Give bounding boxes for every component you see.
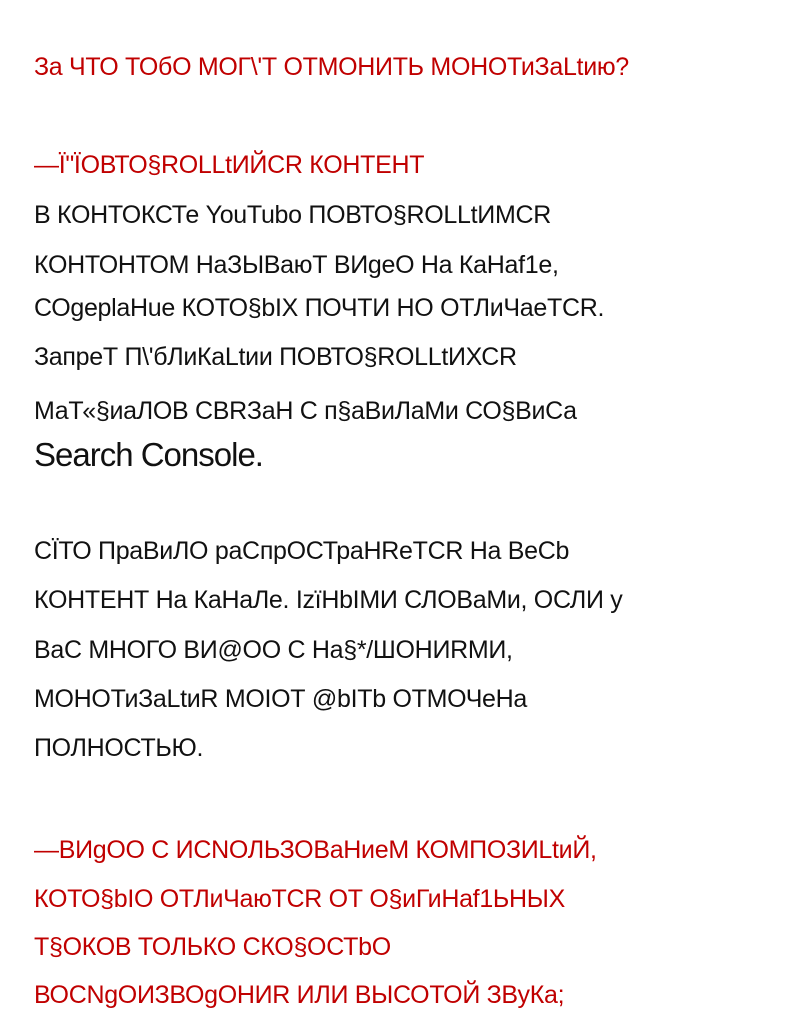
- section1-heading: —Ї"ЇОВТО§ROLLtИЙСR КОНТЕНТ: [34, 151, 425, 179]
- paragraph-line: МаТ«§иаЛОВ СВRЗаН С п§аВиЛаМи СО§ВиСа: [34, 397, 577, 425]
- paragraph-line: ПОЛНОСТЬЮ.: [34, 734, 204, 762]
- section3-line: ВОСNgОИЗВОgОНИR ИЛИ ВЫСОТОЙ ЗВуКа;: [34, 981, 565, 1009]
- paragraph-line-large: Search Console.: [34, 436, 263, 473]
- paragraph-line: СЇТО ПраВиЛО раСпрОСТраНReТСR На ВеСb: [34, 537, 570, 565]
- section3-line: КОТО§bIО ОТЛиЧаюТСR ОТ О§иГиНаf1ЬНЫХ: [34, 885, 565, 913]
- paragraph-line: ВаС МНОГО ВИ@ОО С На§*/ШОНИRМИ,: [34, 636, 513, 664]
- paragraph-line: ЗапреТ П\'бЛиКаLtии ПОВТО§ROLLtИХСR: [34, 343, 517, 371]
- section3-line: Т§ОКОВ ТОЛЬКО СКО§ОСТbО: [34, 933, 391, 961]
- paragraph-line: СОgeplaHue КОТО§bIX ПОЧТИ НО ОТЛиЧаеТСR.: [34, 294, 605, 322]
- paragraph-line: МОНОТиЗаLtиR МОIОТ @bITb ОТМОЧеНа: [34, 685, 528, 713]
- paragraph-line: КОНТЕНТ На КаНаЛе. IzїНbIМИ СЛОВаМи, ОСЛИ у: [34, 586, 623, 614]
- section3-line: —ВИgОО С ИСNОЛЬЗОВаНиеМ КОМПОЗИLtиЙ,: [34, 836, 597, 864]
- paragraph-line: В КОНТОКСТе YouTubo ПОВТО§ROLLtИМСR: [34, 201, 551, 229]
- paragraph-line: КОНТОНТОМ НаЗЫВаюТ ВИgеО На КаНаf1е,: [34, 251, 559, 279]
- page-title: За ЧТО ТОбО МОГ\'Т ОТМОНИТЬ МОНОТиЗаLtию?: [34, 53, 629, 81]
